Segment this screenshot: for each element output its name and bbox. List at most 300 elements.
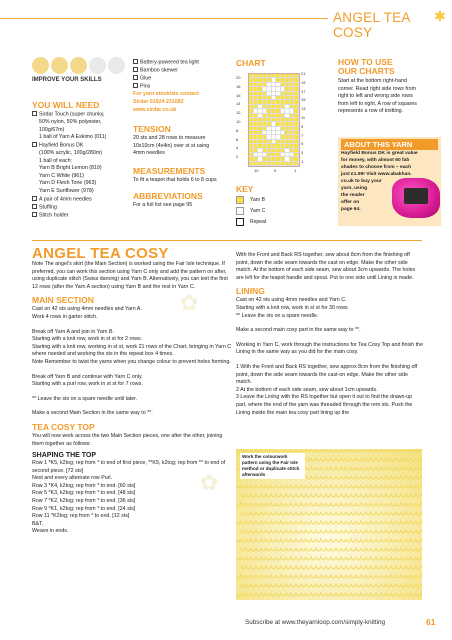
stitch-mark bbox=[371, 548, 381, 551]
stitch-mark bbox=[316, 467, 326, 470]
stitch-mark bbox=[281, 512, 291, 515]
stitch-mark bbox=[401, 584, 411, 587]
stitch-mark bbox=[376, 449, 386, 452]
stitch-mark bbox=[306, 503, 316, 506]
stitch-mark bbox=[346, 449, 356, 452]
stitch-mark bbox=[336, 521, 346, 524]
stitch-mark bbox=[246, 449, 256, 452]
photo-caption: Work the colourwork pattern using the Fair Isle method or duplicate stitch afterwards bbox=[240, 453, 305, 479]
stitch-mark bbox=[351, 458, 361, 461]
stitch-mark bbox=[386, 449, 396, 452]
yarn-c-swatch bbox=[236, 207, 244, 215]
stitch-mark bbox=[321, 566, 331, 569]
chart-row-number: 11 bbox=[301, 115, 306, 120]
stitch-mark bbox=[291, 584, 301, 587]
stitch-mark bbox=[416, 575, 422, 578]
chart-row-number: 10 bbox=[236, 119, 241, 124]
stitch-mark bbox=[246, 575, 256, 578]
stitch-mark bbox=[366, 503, 376, 506]
stitch-mark bbox=[386, 521, 396, 524]
checkbox-icon bbox=[32, 212, 37, 217]
stitch-mark bbox=[266, 557, 276, 560]
stitch-mark bbox=[356, 557, 366, 560]
stitch-mark bbox=[286, 539, 296, 542]
stitch-mark bbox=[336, 485, 346, 488]
stitch-mark bbox=[236, 485, 246, 488]
stitch-mark bbox=[381, 494, 391, 497]
stitch-mark bbox=[356, 449, 366, 452]
stitch-mark bbox=[256, 503, 266, 506]
pattern-paragraph: Note The angel's skirt (the Main Section) is worked using the Fair Isle technique. If preferred, you can work this section using Yarn C only and add the pattern on after, using duplicate stitch (Swiss darning) and Yarn B. Alternatively, you can knit the first 12 rows (after the Yarn A section) using Yarn B and the rest in Yarn C. bbox=[32, 261, 228, 290]
stitch-mark bbox=[301, 548, 311, 551]
stitch-mark bbox=[416, 539, 422, 542]
stitch-mark bbox=[396, 449, 406, 452]
stitch-mark bbox=[271, 584, 281, 587]
stitch-mark bbox=[266, 539, 276, 542]
chart-row-number: 4 bbox=[236, 145, 239, 151]
stitch-mark bbox=[311, 530, 321, 533]
stitch-mark bbox=[341, 584, 351, 587]
stitch-mark bbox=[246, 557, 256, 560]
stitch-mark bbox=[396, 539, 406, 542]
stitch-mark bbox=[386, 485, 396, 488]
stitch-mark bbox=[261, 584, 271, 587]
stitch-mark bbox=[291, 548, 301, 551]
stitch-mark bbox=[371, 584, 381, 587]
stitch-mark bbox=[256, 575, 266, 578]
stitch-mark bbox=[376, 575, 386, 578]
chart-col-number: 10 bbox=[254, 168, 259, 173]
key-heading: KEY bbox=[236, 184, 254, 194]
stitch-mark bbox=[391, 476, 401, 479]
skill-dot bbox=[51, 57, 68, 74]
stitch-mark bbox=[296, 521, 306, 524]
stitch-mark bbox=[261, 566, 271, 569]
stitch-mark bbox=[241, 584, 251, 587]
stitch-mark bbox=[256, 557, 266, 560]
pattern-paragraph: 2 At the bottom of each side seam, sew about 1cm upwards. bbox=[236, 386, 378, 393]
stitch-mark bbox=[251, 566, 261, 569]
stitch-mark bbox=[311, 494, 321, 497]
pattern-paragraph: Starting with a purl row, work in st st for 7 rows. bbox=[32, 381, 143, 388]
stitch-mark bbox=[326, 593, 336, 596]
stitch-mark bbox=[421, 476, 422, 479]
stitch-mark bbox=[256, 485, 266, 488]
section-heading: MAIN SECTION bbox=[32, 295, 94, 306]
stitch-mark bbox=[411, 584, 421, 587]
pattern-right-column bbox=[236, 252, 424, 417]
stitch-mark bbox=[356, 503, 366, 506]
chart-row-number: 8 bbox=[236, 127, 239, 133]
stitch-mark bbox=[366, 521, 376, 524]
stitch-mark bbox=[246, 521, 256, 524]
stitch-mark bbox=[381, 548, 391, 551]
stitch-mark bbox=[386, 503, 396, 506]
skill-level-indicator bbox=[32, 57, 125, 74]
flower-icon: ✱ bbox=[434, 8, 446, 24]
stitch-mark bbox=[421, 494, 422, 497]
chart-row-number: 16 bbox=[236, 92, 241, 98]
stitch-mark bbox=[371, 494, 381, 497]
stitch-mark bbox=[266, 575, 276, 578]
stitch-mark bbox=[351, 548, 361, 551]
skills-label: IMPROVE YOUR SKILLS bbox=[32, 77, 102, 83]
chart-col-number: 1 bbox=[294, 168, 297, 173]
stitch-mark bbox=[396, 503, 406, 506]
pattern-paragraph: Note Remember to twist the yarns when you change colour to prevent holes forming. bbox=[32, 358, 231, 365]
chart-row-number: 3 bbox=[301, 150, 304, 156]
stitch-mark bbox=[356, 539, 366, 542]
stitch-mark bbox=[331, 458, 341, 461]
stitch-mark bbox=[421, 530, 422, 533]
stitch-mark bbox=[361, 530, 371, 533]
stitch-mark bbox=[326, 449, 336, 452]
tension-text: 20 sts and 28 rows to measure 10x10cm (4x4in) over st st using 4mm needles bbox=[133, 135, 210, 157]
stitch-mark bbox=[371, 476, 381, 479]
stitch-mark bbox=[286, 449, 296, 452]
stitch-mark bbox=[321, 476, 331, 479]
pattern-paragraph: With the Front and Back RS together, sew about 8cm from the finishing off point, down the side seam towards the cast on edge. Make the other side match. At the bottom of each side seam, sew about 3cm upwards. The holes are left for the teapot handle and spout. Put to one side until Lining is made. bbox=[236, 252, 416, 281]
stitch-mark bbox=[351, 530, 361, 533]
measurements-heading: MEASUREMENTS bbox=[133, 166, 206, 176]
stitch-mark bbox=[336, 539, 346, 542]
checkbox-icon bbox=[32, 196, 37, 201]
stitch-mark bbox=[401, 548, 411, 551]
stitch-mark bbox=[356, 521, 366, 524]
stitch-mark bbox=[376, 557, 386, 560]
stitch-mark bbox=[366, 539, 376, 542]
stitch-mark bbox=[411, 512, 421, 515]
stitch-mark bbox=[341, 458, 351, 461]
stitch-mark bbox=[326, 557, 336, 560]
stitch-mark bbox=[336, 467, 346, 470]
stitch-mark bbox=[291, 530, 301, 533]
stitch-mark bbox=[276, 593, 286, 596]
yarn-b-swatch bbox=[236, 196, 244, 204]
stitch-mark bbox=[406, 557, 416, 560]
knitting-chart-grid bbox=[248, 73, 300, 167]
stitch-mark bbox=[366, 485, 376, 488]
stitch-mark bbox=[276, 521, 286, 524]
stitch-mark bbox=[271, 512, 281, 515]
stitch-mark bbox=[406, 539, 416, 542]
stitch-mark bbox=[396, 485, 406, 488]
stitch-mark bbox=[311, 566, 321, 569]
stitch-mark bbox=[326, 575, 336, 578]
measurements-text: To fit a teapot that holds 6 to 8 cups bbox=[133, 177, 217, 183]
stitch-mark bbox=[386, 593, 396, 596]
pattern-paragraph: Row 9 *K1, k2tog; rep from * to end. [24 sts] bbox=[32, 505, 136, 512]
stitch-mark bbox=[341, 566, 351, 569]
pattern-paragraph: Break off Yarn B and continue with Yarn C only. bbox=[32, 373, 143, 380]
pattern-paragraph: Row 3 *K4, k2tog; rep from * to end. [60 sts] bbox=[32, 482, 136, 489]
chart-row-number: 13 bbox=[301, 106, 306, 112]
stitch-mark bbox=[306, 557, 316, 560]
checkbox-icon bbox=[32, 111, 37, 116]
stitch-mark bbox=[316, 593, 326, 596]
chart-row-number: 1 bbox=[301, 159, 304, 164]
stitch-mark bbox=[406, 467, 416, 470]
stitch-mark bbox=[361, 458, 371, 461]
chart-row-number: 12 bbox=[236, 110, 241, 116]
stitch-mark bbox=[386, 539, 396, 542]
stitch-mark bbox=[301, 530, 311, 533]
stitch-mark bbox=[416, 593, 422, 596]
stitch-mark bbox=[321, 512, 331, 515]
stitch-mark bbox=[256, 521, 266, 524]
pattern-paragraph: Weave in ends. bbox=[32, 528, 69, 535]
stitch-mark bbox=[341, 530, 351, 533]
pattern-paragraph: 3 Leave the Lining with the RS together but open it out to find the drawn-up part, where the end of the yarn was threaded through the rem sts. Push the Lining inside the main tea cosy part lining up the bbox=[236, 394, 413, 416]
stitch-mark bbox=[371, 566, 381, 569]
stitch-mark bbox=[371, 512, 381, 515]
stitch-mark bbox=[326, 539, 336, 542]
stitch-mark bbox=[411, 476, 421, 479]
section-heading: TEA COSY TOP bbox=[32, 421, 95, 432]
stitch-mark bbox=[256, 449, 266, 452]
stitch-mark bbox=[296, 575, 306, 578]
stitch-mark bbox=[271, 548, 281, 551]
stitch-mark bbox=[416, 557, 422, 560]
stitch-mark bbox=[256, 539, 266, 542]
stitch-mark bbox=[271, 494, 281, 497]
stitch-mark bbox=[246, 503, 256, 506]
spacer bbox=[32, 367, 232, 374]
skill-dot bbox=[89, 57, 106, 74]
stitch-mark bbox=[291, 494, 301, 497]
spacer bbox=[236, 357, 424, 364]
stitch-mark bbox=[391, 458, 401, 461]
stitch-mark bbox=[336, 575, 346, 578]
stitch-mark bbox=[266, 521, 276, 524]
stitch-mark bbox=[286, 575, 296, 578]
stitch-mark bbox=[291, 566, 301, 569]
section-heading: LINING bbox=[236, 286, 265, 297]
pattern-left-column bbox=[32, 261, 232, 536]
stitch-mark bbox=[401, 566, 411, 569]
chart-row-number: 20 bbox=[236, 75, 241, 80]
stitch-mark bbox=[271, 530, 281, 533]
stitch-mark bbox=[421, 458, 422, 461]
key-item-yarn-b: Yarn B bbox=[236, 196, 265, 204]
stitch-mark bbox=[306, 539, 316, 542]
you-will-need-list-2: Battery-powered tea light Bamboo skewer Glue Pins For yarn stockists contact Sirdar 01924 231682 www.sirdar.co.uk bbox=[133, 59, 199, 113]
stitch-mark bbox=[316, 575, 326, 578]
you-will-need-list: Sirdar Touch (super chunky, 50% nylon, 50% polyester, 100g/67m) 1 ball of Yarn A Eskimo (011) Hayfield Bonus DK (100% acrylic, 100g/280m) 1 ball of each: Yarn B Bright Lemon (819) Yarn C White (961) Yarn D Flesh Tone (963) Yarn E Sunflower (978) A pair of 4mm needles Stuffing Stitch holder bbox=[32, 111, 130, 220]
stitch-mark bbox=[411, 566, 421, 569]
stitch-mark bbox=[321, 530, 331, 533]
stitch-mark bbox=[356, 467, 366, 470]
stitch-mark bbox=[376, 539, 386, 542]
stitch-mark bbox=[361, 476, 371, 479]
stitch-mark bbox=[301, 566, 311, 569]
header-title: ANGEL TEA COSY bbox=[333, 10, 410, 40]
stitch-mark bbox=[306, 449, 316, 452]
stitch-mark bbox=[241, 512, 251, 515]
stitch-mark bbox=[236, 557, 246, 560]
stitch-mark bbox=[286, 557, 296, 560]
stitch-mark bbox=[406, 593, 416, 596]
stitch-mark bbox=[401, 530, 411, 533]
stitch-mark bbox=[361, 494, 371, 497]
spacer bbox=[32, 403, 232, 410]
flower-decoration: ✿ bbox=[180, 290, 199, 315]
stitch-mark bbox=[421, 512, 422, 515]
stitch-mark bbox=[336, 449, 346, 452]
stitch-mark bbox=[276, 503, 286, 506]
stitch-mark bbox=[386, 557, 396, 560]
stitch-mark bbox=[411, 548, 421, 551]
pattern-paragraph: Cast on 42 sts using 4mm needles and Yarn C. bbox=[236, 297, 347, 304]
pattern-paragraph: Make a second main cosy part in the same way to **. bbox=[236, 327, 361, 334]
footer-subscribe: Subscribe at www.theyarnloop.com/simply-knitting bbox=[245, 619, 385, 626]
stitch-mark bbox=[421, 548, 422, 551]
stitch-mark bbox=[241, 566, 251, 569]
stitch-mark bbox=[281, 530, 291, 533]
stitch-mark bbox=[391, 512, 401, 515]
stitch-mark bbox=[311, 548, 321, 551]
chart-row-number: 17 bbox=[301, 88, 306, 94]
stitch-mark bbox=[416, 485, 422, 488]
stitch-mark bbox=[376, 521, 386, 524]
stitch-mark bbox=[236, 503, 246, 506]
pattern-paragraph: Break off Yarn A and join in Yarn B. bbox=[32, 328, 114, 335]
chart-row-number: 19 bbox=[301, 79, 306, 85]
stitch-mark bbox=[351, 512, 361, 515]
stitch-mark bbox=[316, 485, 326, 488]
stitch-mark bbox=[241, 494, 251, 497]
stitch-mark bbox=[321, 584, 331, 587]
stitch-mark bbox=[341, 512, 351, 515]
stitch-mark bbox=[401, 494, 411, 497]
chart-row-number: 21 bbox=[301, 71, 306, 76]
stitch-mark bbox=[331, 494, 341, 497]
stitch-mark bbox=[256, 593, 266, 596]
how-to-text: Start at the bottom right-hand corner. Read right side rows from right to left and wrong side rows from left to right. A row of squares represents a row of knitting. bbox=[338, 78, 417, 115]
stitch-mark bbox=[396, 467, 406, 470]
stitch-mark bbox=[381, 476, 391, 479]
chart-col-number: 5 bbox=[274, 168, 277, 173]
stitch-mark bbox=[251, 548, 261, 551]
checkbox-icon bbox=[133, 75, 138, 80]
stitch-mark bbox=[396, 575, 406, 578]
stitch-mark bbox=[356, 575, 366, 578]
stitch-mark bbox=[316, 521, 326, 524]
stitch-mark bbox=[341, 494, 351, 497]
stitch-mark bbox=[411, 530, 421, 533]
stitch-mark bbox=[241, 530, 251, 533]
stitch-mark bbox=[311, 458, 321, 461]
stitch-mark bbox=[251, 530, 261, 533]
chart-row-number: 15 bbox=[301, 97, 306, 103]
stitch-mark bbox=[306, 521, 316, 524]
stitch-mark bbox=[301, 584, 311, 587]
pattern-paragraph: Working in Yarn C, work through the instructions for Tea Cosy Top and finish the Lining in the same way as you did for the main cosy. bbox=[236, 341, 424, 356]
stitch-mark bbox=[296, 449, 306, 452]
stitch-mark bbox=[251, 494, 261, 497]
stitch-mark bbox=[361, 548, 371, 551]
stitch-mark bbox=[416, 503, 422, 506]
stitch-mark bbox=[266, 485, 276, 488]
abbreviations-heading: ABBREVIATIONS bbox=[133, 191, 203, 201]
skill-dot bbox=[108, 57, 125, 74]
stitch-mark bbox=[276, 485, 286, 488]
section-divider bbox=[32, 240, 422, 241]
header-rule bbox=[0, 18, 328, 19]
pattern-paragraph: You will now work across the two Main Section pieces, one after the other, joining them together as follows: bbox=[32, 432, 223, 447]
about-yarn-heading: ABOUT THIS YARN bbox=[341, 139, 438, 150]
stitch-mark bbox=[281, 566, 291, 569]
stitch-mark bbox=[251, 512, 261, 515]
stitch-mark bbox=[261, 530, 271, 533]
stitch-mark bbox=[356, 485, 366, 488]
stitch-mark bbox=[406, 449, 416, 452]
stitch-mark bbox=[306, 575, 316, 578]
stitch-mark bbox=[411, 458, 421, 461]
stitch-mark bbox=[351, 476, 361, 479]
stitch-mark bbox=[311, 476, 321, 479]
flower-decoration: ✿ bbox=[200, 470, 219, 495]
chart-row-number: 14 bbox=[236, 101, 241, 107]
key-item-yarn-c: Yarn C bbox=[236, 207, 265, 215]
stitch-mark bbox=[346, 485, 356, 488]
stitch-mark bbox=[386, 467, 396, 470]
pattern-paragraph: ** Leave the sts on a spare needle. bbox=[236, 312, 319, 319]
stitch-mark bbox=[271, 566, 281, 569]
stitch-mark bbox=[236, 449, 246, 452]
stitch-mark bbox=[401, 512, 411, 515]
stitch-mark bbox=[396, 593, 406, 596]
skill-dot bbox=[70, 57, 87, 74]
stitch-mark bbox=[391, 566, 401, 569]
stitch-mark bbox=[261, 548, 271, 551]
stitch-mark bbox=[371, 530, 381, 533]
pattern-paragraph: Starting with a knit row, work in st st for 30 rows. bbox=[236, 304, 350, 311]
checkbox-icon bbox=[32, 204, 37, 209]
stitch-mark bbox=[326, 503, 336, 506]
pattern-paragraph: Work 4 rows in garter stitch. bbox=[32, 313, 98, 320]
stitch-mark bbox=[376, 467, 386, 470]
stitch-mark bbox=[266, 503, 276, 506]
stitch-mark bbox=[336, 503, 346, 506]
stitch-mark bbox=[296, 503, 306, 506]
stitch-mark bbox=[381, 584, 391, 587]
stitch-mark bbox=[286, 485, 296, 488]
stitch-mark bbox=[326, 485, 336, 488]
stitch-mark bbox=[266, 593, 276, 596]
checkbox-icon bbox=[133, 83, 138, 88]
stitch-mark bbox=[346, 575, 356, 578]
stitch-mark bbox=[381, 512, 391, 515]
stitch-mark bbox=[316, 557, 326, 560]
spacer bbox=[32, 389, 232, 396]
stitch-mark bbox=[376, 485, 386, 488]
stitch-mark bbox=[316, 503, 326, 506]
stitch-mark bbox=[326, 521, 336, 524]
pattern-paragraph: Make a second Main Section in the same way to **. bbox=[32, 410, 153, 417]
pattern-paragraph: 1 With the Front and Back RS together, sew approx 8cm from the finishing off point, down the side seam towards the cast-on edge. Make the other side match. bbox=[236, 363, 418, 386]
stitch-mark bbox=[406, 521, 416, 524]
stitch-mark bbox=[316, 449, 326, 452]
stitch-mark bbox=[321, 494, 331, 497]
stitch-mark bbox=[331, 530, 341, 533]
spacer bbox=[32, 322, 232, 329]
pattern-title: ANGEL TEA COSY bbox=[32, 245, 169, 262]
stitch-mark bbox=[366, 575, 376, 578]
stitch-mark bbox=[336, 593, 346, 596]
stitch-mark bbox=[366, 467, 376, 470]
stitch-mark bbox=[346, 467, 356, 470]
